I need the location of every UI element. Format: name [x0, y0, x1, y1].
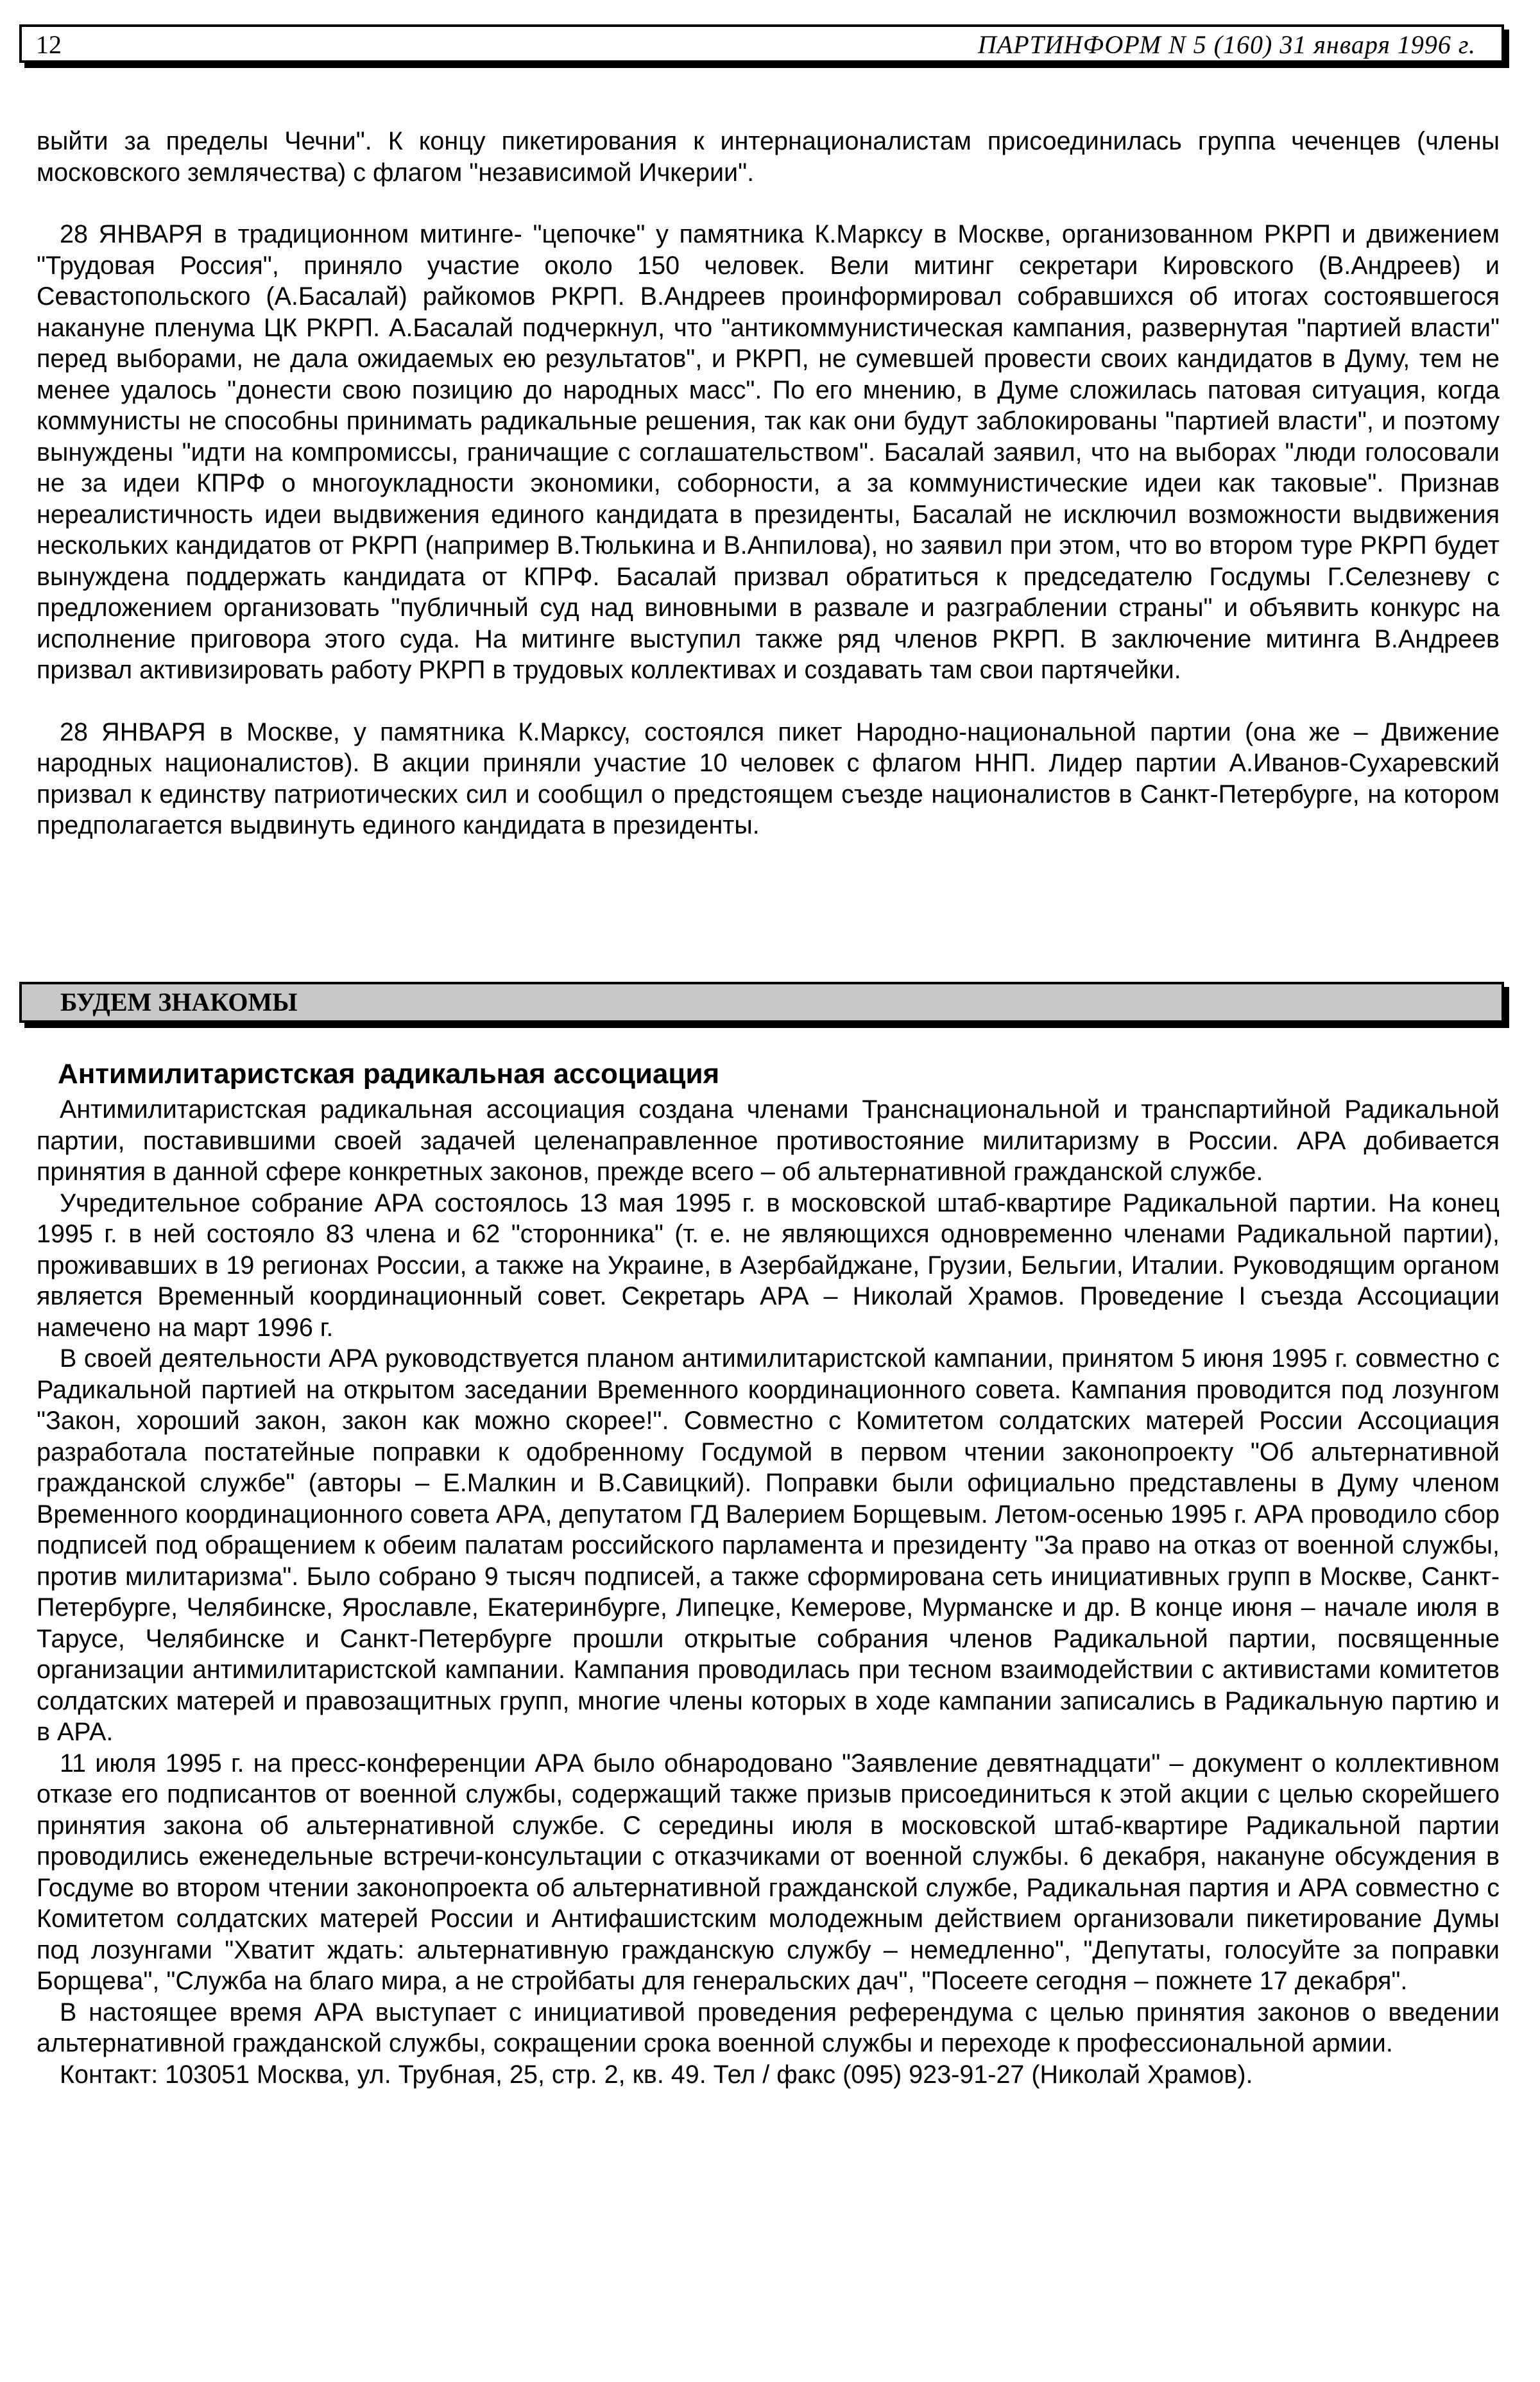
top-news-block — [37, 126, 1500, 841]
contact-line: Контакт: 103051 Москва, ул. Трубная, 25, стр. 2, кв. 49. Тел / факс (095) 923-91-27 (Николай Храмов). — [60, 2060, 1253, 2089]
page-header — [19, 24, 1504, 63]
section-heading: БУДЕМ ЗНАКОМЫ — [19, 982, 1504, 1023]
article-paragraph: В настоящее время АРА выступает с инициативой проведения референдума с целью принятия законов о введении альтернативной гражданской службы, сокращении срока военной службы и переходе к профессиональной армии. — [37, 1998, 1500, 2057]
article-paragraph: В своей деятельности АРА руководствуется планом антимилитаристской кампании, принятом 5 июня 1995 г. совместно с Радикальной партией на открытом заседании Временного координационного совета. Кампания проводится под лозунгом "Закон, хороший закон, закон как можно скорее!". Совместно с Комитетом солдатских матерей России Ассоциация разработала постатейные поправки к одобренному Госдумой в первом чтении законопроекту "Об альтернативной гражданской службе" (авторы – Е.Малкин и В.Савицкий). Поправки были официально представлены в Думу членом Временного координационного совета АРА, депутатом ГД Валерием Борщевым. Летом-осенью 1995 г. АРА проводило сбор подписей под обращением к обеим палатам российского парламента и президенту "За право на отказ от военной службы, против милитаризма". Было собрано 9 тысяч подписей, а также сформирована сеть инициативных групп в Москве, Санкт-Петербурге, Челябинске, Ярославле, Екатеринбурге, Липецке, Кемерове, Мурманске и др. В конце июня – начале июля в Тарусе, Челябинске и Санкт-Петербурге прошли открытые собрания членов Радикальной партии, посвященные организации антимилитаристской кампании. Кампания проводилась при тесном взаимодействии с активистами комитетов солдатских матерей и правозащитных групп, многие члены которых в ходе кампании записались в Радикальную партию и в АРА. — [37, 1344, 1500, 1746]
publication-title: ПАРТИНФОРМ N 5 (160) 31 января 1996 г. — [977, 30, 1476, 59]
news-paragraph: выйти за пределы Чечни". К концу пикетирования к интернационалистам присоединилась группа чеченцев (члены московского землячества) с флагом "независимой Ичкерии". — [37, 127, 1500, 187]
page-number: 12 — [36, 30, 62, 59]
article-paragraph: Антимилитаристская радикальная ассоциация создана членами Транснациональной и транспартийной Радикальной партии, поставившими своей задачей целенаправленное противостояние милитаризму в России. АРА добивается принятия в данной сфере конкретных законов, прежде всего – об альтернативной гражданской службе. — [37, 1095, 1500, 1186]
article-paragraph: Учредительное собрание АРА состоялось 13 мая 1995 г. в московской штаб-квартире Радикальной партии. На конец 1995 г. в ней состояло 83 члена и 62 "сторонника" (т. е. не являющихся одновременно членами Радикальной партии), проживавших в 19 регионах России, а также на Украине, в Азербайджане, Грузии, Бельгии, Италии. Руководящим органом является Временный координационный совет. Секретарь АРА – Николай Храмов. Проведение I съезда Ассоциации намечено на март 1996 г. — [37, 1188, 1500, 1342]
news-paragraph: 28 ЯНВАРЯ в Москве, у памятника К.Марксу, состоялся пикет Народно-национальной партии (она же – Движение народных националистов). В акции приняли участие 10 человек с флагом ННП. Лидер партии А.Иванов-Сухаревский призвал к единству патриотических сил и сообщил о предстоящем съезде националистов в Санкт-Петербурге, на котором предполагается выдвинуть единого кандидата в президенты. — [37, 717, 1500, 839]
article-title: Антимилитаристская радикальная ассоциация — [58, 1058, 720, 1090]
article-body — [37, 1094, 1500, 2090]
article-paragraph: 11 июля 1995 г. на пресс-конференции АРА было обнародовано "Заявление девятнадцати" – документ о коллективном отказе его подписантов от военной службы, содержащий также призыв присоединиться к этой акции с целью скорейшего принятия закона об альтернативной службе. С середины июля в московской штаб-квартире Радикальной партии проводились еженедельные встречи-консультации с отказчиками от военной службы. 6 декабря, накануне обсуждения в Госдуме во втором чтении законопроекта об альтернативной гражданской службе, Радикальная партия и АРА совместно с Комитетом солдатских матерей России и Антифашистским молодежным действием организовали пикетирование Думы под лозунгами "Хватит ждать: альтернативную гражданскую службу – немедленно", "Депутаты, голосуйте за поправки Борщева", "Служба на благо мира, а не стройбаты для генеральских дач", "Посеете сегодня – пожнете 17 декабря". — [37, 1749, 1500, 1995]
news-paragraph: 28 ЯНВАРЯ в традиционном митинге- "цепочке" у памятника К.Марксу в Москве, организованном РКРП и движением "Трудовая Россия", приняло участие около 150 человек. Вели митинг секретари Кировского (В.Андреев) и Севастопольского (А.Басалай) райкомов РКРП. В.Андреев проинформировал собравшихся об итогах состоявшегося накануне пленума ЦК РКРП. А.Басалай подчеркнул, что "антикоммунистическая кампания, развернутая "партией власти" перед выборами, не дала ожидаемых ею результатов", и РКРП, не сумевшей провести своих кандидатов в Думу, тем не менее удалось "донести свою позицию до народных масс". По его мнению, в Думе сложилась патовая ситуация, когда коммунисты не способны принимать радикальные решения, так как они будут заблокированы "партией власти", и поэтому вынуждены "идти на компромиссы, граничащие с соглашательством". Басалай заявил, что на выборах "люди голосовали не за идеи КПРФ о многоукладности экономики, соборности, а за коммунистические идеи как таковые". Признав нереалистичность идеи выдвижения единого кандидата в президенты, Басалай не исключил возможности выдвижения нескольких кандидатов от РКРП (например В.Тюлькина и В.Анпилова), но заявил при этом, что во втором туре РКРП будет вынуждена поддержать кандидата от КПРФ. Басалай призвал обратиться к председателю Госдумы Г.Селезневу с предложением организовать "публичный суд над виновными в развале и разграблении страны" и объявить конкурс на исполнение приговора этого суда. На митинге выступил также ряд членов РКРП. В заключение митинга В.Андреев призвал активизировать работу РКРП в трудовых коллективах и создавать там свои партячейки. — [37, 220, 1500, 684]
